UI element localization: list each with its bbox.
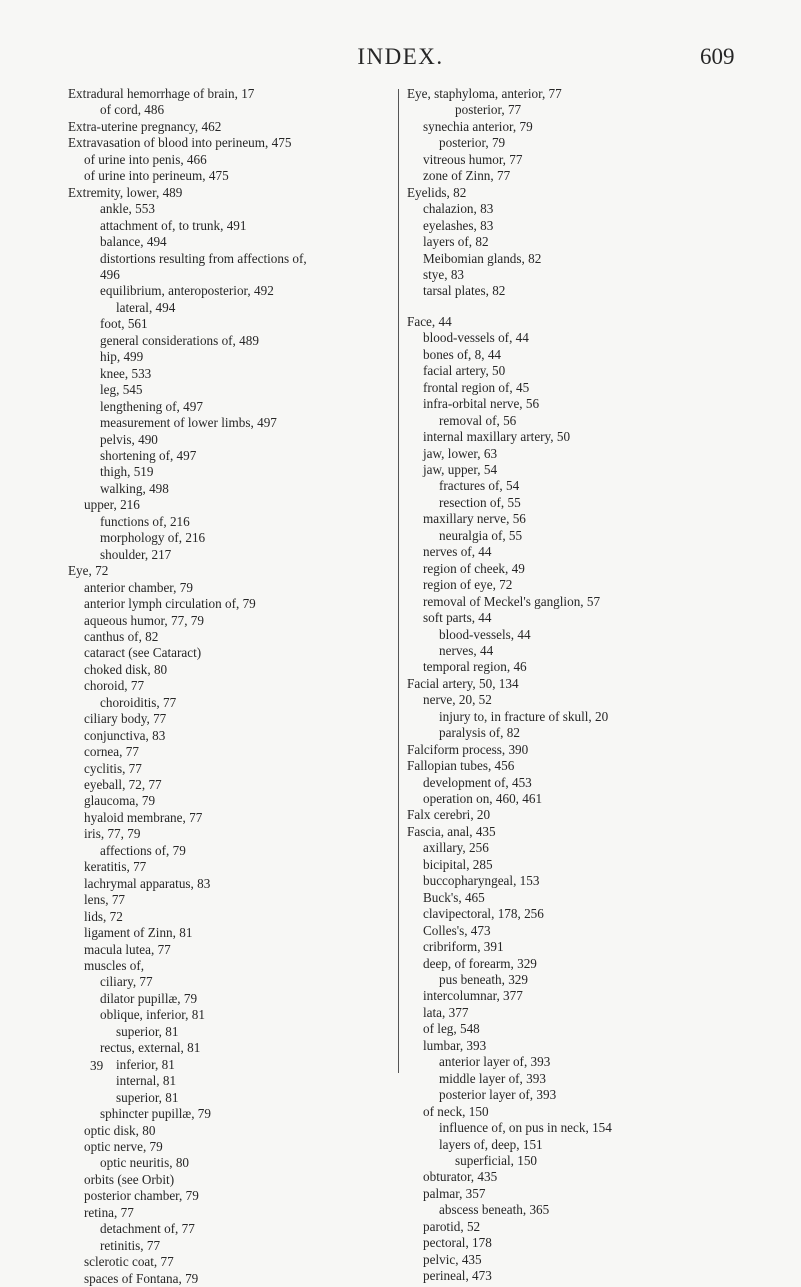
index-entry: temporal region, 46 <box>423 659 527 675</box>
index-entry: paralysis of, 82 <box>439 725 520 741</box>
index-entry: pectoral, 178 <box>423 1235 492 1251</box>
index-entry: ankle, 553 <box>100 201 155 217</box>
index-entry: sclerotic coat, 77 <box>84 1254 174 1270</box>
index-entry: superficial, 150 <box>455 1153 538 1168</box>
index-entry: morphology of, 216 <box>100 530 206 546</box>
index-entry: Facial artery, 50, 134 <box>407 675 519 691</box>
index-entry: nerves, 44 <box>439 642 494 658</box>
page-number: 609 <box>700 44 735 69</box>
index-entry: of neck, 150 <box>423 1103 489 1119</box>
index-entry: Buck's, 465 <box>423 889 485 905</box>
index-entry: ligament of Zinn, 81 <box>84 925 193 941</box>
index-entry: retinitis, 77 <box>100 1237 161 1253</box>
index-entry: leg, 545 <box>100 382 143 398</box>
index-entry: layers of, deep, 151 <box>439 1136 543 1152</box>
index-entry: axillary, 256 <box>423 840 489 856</box>
index-entry: conjunctiva, 83 <box>84 727 166 743</box>
index-entry: Fallopian tubes, 456 <box>407 758 515 774</box>
index-entry: optic disk, 80 <box>84 1122 156 1138</box>
index-entry: lumbar, 393 <box>423 1037 487 1053</box>
index-entry: Colles's, 473 <box>423 922 491 938</box>
index-entry: tarsal plates, 82 <box>423 283 506 299</box>
index-entry: development of, 453 <box>423 774 532 790</box>
index-entry: canthus of, 82 <box>84 628 159 644</box>
index-entry: Falx cerebri, 20 <box>407 807 491 823</box>
index-entry: knee, 533 <box>100 365 152 381</box>
index-entry: bicipital, 285 <box>423 856 493 872</box>
index-entry: superior, 81 <box>116 1023 179 1039</box>
index-entry: spaces of Fontana, 79 <box>84 1270 199 1286</box>
index-entry: iris, 77, 79 <box>84 826 141 842</box>
index-entry: retina, 77 <box>84 1204 134 1220</box>
index-entry: of urine into perineum, 475 <box>84 168 229 184</box>
index-entry: palmar, 357 <box>423 1185 486 1201</box>
index-entry: fractures of, 54 <box>439 478 520 494</box>
index-entry: rectus, external, 81 <box>100 1040 201 1056</box>
index-entry: cornea, 77 <box>84 744 139 760</box>
index-entry: lens, 77 <box>84 892 126 908</box>
index-entry: zone of Zinn, 77 <box>423 168 511 184</box>
index-entry: lateral, 494 <box>116 299 176 315</box>
index-entry: sphincter pupillæ, 79 <box>100 1106 211 1122</box>
index-entry: bones of, 8, 44 <box>423 346 502 362</box>
index-entry: Meibomian glands, 82 <box>423 250 542 266</box>
index-entry: of urine into penis, 466 <box>84 151 207 167</box>
index-entry: balance, 494 <box>100 234 167 250</box>
index-column-left <box>68 86 398 1287</box>
index-entry: foot, 561 <box>100 316 148 332</box>
index-entry: frontal region of, 45 <box>423 379 530 395</box>
index-entry: posterior, 77 <box>455 102 522 118</box>
index-entry: intercolumnar, 377 <box>423 988 523 1004</box>
index-entry: soft parts, 44 <box>423 610 492 626</box>
index-entry: facial artery, 50 <box>423 363 506 379</box>
index-entry: of cord, 486 <box>100 102 165 118</box>
index-entry: nerves of, 44 <box>423 544 492 560</box>
index-entry: buccopharyngeal, 153 <box>423 873 540 889</box>
index-entry: eyeball, 72, 77 <box>84 777 162 793</box>
index-entry: maxillary nerve, 56 <box>423 511 526 527</box>
index-entry: lata, 377 <box>423 1004 469 1020</box>
index-entry: removal of Meckel's ganglion, 57 <box>423 593 601 609</box>
index-entry: jaw, lower, 63 <box>423 445 498 461</box>
index-entry: resection of, 55 <box>439 494 521 510</box>
index-entry: stye, 83 <box>423 266 465 282</box>
index-entry: blood-vessels of, 44 <box>423 330 529 346</box>
index-entry: infra-orbital nerve, 56 <box>423 396 540 412</box>
index-entry: clavipectoral, 178, 256 <box>423 906 544 922</box>
index-entry: internal maxillary artery, 50 <box>423 429 571 445</box>
index-entry: 496 <box>100 266 120 282</box>
index-entry: Extremity, lower, 489 <box>68 184 183 200</box>
index-entry: Face, 44 <box>407 313 452 329</box>
index-entry: injury to, in fracture of skull, 20 <box>439 708 609 724</box>
index-entry: cribriform, 391 <box>423 939 504 955</box>
index-entry: oblique, inferior, 81 <box>100 1007 205 1023</box>
index-entry: cyclitis, 77 <box>84 760 142 776</box>
index-entry: orbits (see Orbit) <box>84 1171 175 1187</box>
index-entry: of leg, 548 <box>423 1021 480 1037</box>
index-entry: lengthening of, 497 <box>100 398 203 414</box>
signature-mark: 39 <box>90 1058 104 1073</box>
index-entry: cataract (see Cataract) <box>84 645 202 661</box>
index-entry: chalazion, 83 <box>423 201 494 217</box>
page-title: INDEX. <box>357 44 444 69</box>
index-entry: abscess beneath, 365 <box>439 1202 550 1218</box>
index-entry: blood-vessels, 44 <box>439 626 531 642</box>
index-entry: Falciform process, 390 <box>407 741 529 757</box>
index-entry: synechia anterior, 79 <box>423 118 533 134</box>
index-entry: Eye, 72 <box>68 563 109 579</box>
index-entry: shoulder, 217 <box>100 546 172 562</box>
index-entry: anterior chamber, 79 <box>84 579 193 595</box>
index-entry: hip, 499 <box>100 349 144 365</box>
index-entry: Extradural hemorrhage of brain, 17 <box>68 86 255 101</box>
index-entry: influence of, on pus in neck, 154 <box>439 1120 612 1136</box>
index-entry: operation on, 460, 461 <box>423 791 543 807</box>
index-entry: distortions resulting from affections of, <box>100 250 307 266</box>
index-entry: choroid, 77 <box>84 678 145 694</box>
index-entry: pelvic, 435 <box>423 1251 482 1267</box>
index-entry: ciliary, 77 <box>100 974 153 990</box>
index-entry: pus beneath, 329 <box>439 972 528 988</box>
index-entry: choroiditis, 77 <box>100 694 177 710</box>
index-entry: region of eye, 72 <box>423 577 513 593</box>
column-divider <box>398 89 399 1073</box>
index-entry: muscles of, <box>84 958 145 974</box>
index-entry: posterior, 79 <box>439 135 506 151</box>
index-entry: anterior layer of, 393 <box>439 1054 551 1070</box>
index-entry: pelvis, 490 <box>100 431 158 447</box>
index-entry: inferior, 81 <box>116 1056 175 1072</box>
index-entry: attachment of, to trunk, 491 <box>100 217 247 233</box>
index-entry: affections of, 79 <box>100 842 186 858</box>
index-entry: measurement of lower limbs, 497 <box>100 415 277 431</box>
index-entry: obturator, 435 <box>423 1169 498 1185</box>
index-entry: lachrymal apparatus, 83 <box>84 875 211 891</box>
index-entry: region of cheek, 49 <box>423 560 525 576</box>
index-entry: parotid, 52 <box>423 1218 481 1234</box>
index-entry: anterior lymph circulation of, 79 <box>84 596 256 612</box>
index-entry: equilibrium, anteroposterior, 492 <box>100 283 274 299</box>
index-entry: nerve, 20, 52 <box>423 692 492 708</box>
index-entry: glaucoma, 79 <box>84 793 156 809</box>
index-entry: dilator pupillæ, 79 <box>100 990 198 1006</box>
index-entry: internal, 81 <box>116 1073 177 1089</box>
index-entry: superior, 81 <box>116 1089 179 1105</box>
index-entry: optic nerve, 79 <box>84 1139 163 1154</box>
index-entry: keratitis, 77 <box>84 859 147 875</box>
index-entry: removal of, 56 <box>439 412 517 428</box>
index-entry: Fascia, anal, 435 <box>407 823 496 839</box>
index-entry: optic neuritis, 80 <box>100 1155 190 1171</box>
index-entry: aqueous humor, 77, 79 <box>84 612 204 628</box>
index-entry: Extravasation of blood into perineum, 475 <box>68 135 292 151</box>
index-entry: posterior chamber, 79 <box>84 1188 199 1204</box>
index-entry: middle layer of, 393 <box>439 1070 546 1086</box>
index-entry: eyelashes, 83 <box>423 217 494 233</box>
index-entry: functions of, 216 <box>100 513 190 529</box>
index-column-right <box>407 86 797 1285</box>
index-entry: macula lutea, 77 <box>84 941 171 957</box>
index-entry: hyaloid membrane, 77 <box>84 809 203 825</box>
index-entry: Eye, staphyloma, anterior, 77 <box>407 86 562 101</box>
index-entry: jaw, upper, 54 <box>423 461 498 477</box>
index-entry: Eyelids, 82 <box>407 184 467 200</box>
index-entry: thigh, 519 <box>100 464 154 480</box>
index-entry: lids, 72 <box>84 908 123 924</box>
index-entry: perineal, 473 <box>423 1268 492 1284</box>
index-entry: choked disk, 80 <box>84 661 168 677</box>
index-entry: neuralgia of, 55 <box>439 527 523 543</box>
index-entry: layers of, 82 <box>423 234 489 250</box>
index-entry: detachment of, 77 <box>100 1221 195 1237</box>
index-entry: vitreous humor, 77 <box>423 151 523 167</box>
index-entry: walking, 498 <box>100 480 169 496</box>
index-entry: shortening of, 497 <box>100 447 197 463</box>
index-entry: deep, of forearm, 329 <box>423 955 537 971</box>
index-entry: upper, 216 <box>84 497 140 513</box>
index-entry: ciliary body, 77 <box>84 711 167 727</box>
index-entry: general considerations of, 489 <box>100 332 259 348</box>
index-entry: posterior layer of, 393 <box>439 1087 557 1103</box>
index-entry: Extra-uterine pregnancy, 462 <box>68 118 222 134</box>
